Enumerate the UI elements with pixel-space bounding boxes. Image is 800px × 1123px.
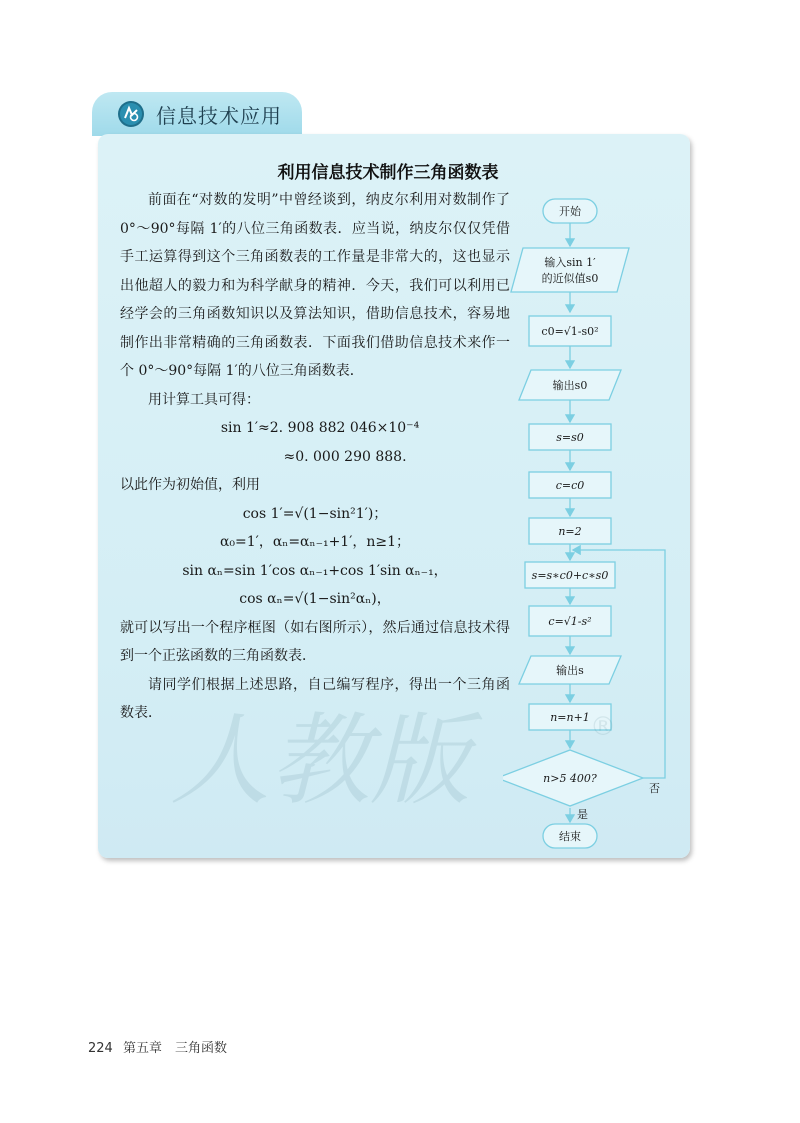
flow-end-text: 结束 xyxy=(559,830,581,843)
page-number: 224 xyxy=(88,1041,113,1056)
flow-yes-label: 是 xyxy=(577,808,588,821)
flow-c0-text: c0=√1-s0² xyxy=(541,325,599,338)
chapter-label: 第五章 三角函数 xyxy=(122,1041,227,1056)
flow-input-node xyxy=(511,248,629,292)
section-tab xyxy=(92,92,302,136)
page-footer xyxy=(88,1037,227,1056)
formula-alpha: α₀=1′，αₙ=αₙ₋₁+1′，n≥1； xyxy=(219,534,411,550)
info-tech-icon xyxy=(116,99,146,129)
svg-text:®: ® xyxy=(590,712,616,742)
article-body xyxy=(120,186,510,728)
formula-cos1: cos 1′=√(1−sin²1′)； xyxy=(242,505,388,522)
formula-sin-alpha: sin αₙ=sin 1′cos αₙ₋₁+cos 1′sin αₙ₋₁， xyxy=(182,562,448,579)
article-title: 利用信息技术制作三角函数表 xyxy=(277,163,499,183)
paragraph-initial: 以此作为初始值，利用 xyxy=(120,477,260,493)
formula-cos-alpha: cos αₙ=√(1−sin²αₙ)， xyxy=(239,591,391,607)
flow-output-s0-text: 输出s0 xyxy=(552,379,588,392)
flow-update-s-text: s=s∗c0+c∗s0 xyxy=(531,569,609,582)
flow-start-text: 开始 xyxy=(559,205,581,218)
flow-update-c-text: c=√1-s² xyxy=(548,615,592,628)
flow-increment-text: n=n+1 xyxy=(550,711,590,724)
publisher-watermark xyxy=(170,690,630,820)
formula-sin1-approx: ≈0. 000 290 888. xyxy=(283,448,407,465)
flow-output-s-text: 输出s xyxy=(556,664,584,677)
paragraph-compute: 用计算工具可得： xyxy=(148,391,260,408)
flow-s-text: s=s0 xyxy=(556,431,584,444)
section-tab-title: 信息技术应用 xyxy=(156,103,282,128)
paragraph-intro: 前面在“对数的发明”中曾经谈到，纳皮尔利用对数制作了 0°～90°每隔 1′的八位三角函数表．应当说，纳皮尔仅仅凭借手工运算得到这个三角函数表的工作量是非常大的，这也显示出他超人的毅力和为科学献身的精神．今天，我们可以利用已经学会的三角函数知识以及算法知识，借助信息技术，容易地制作出非常精确的三角函数表．下面我们借助信息技术来作一个 0°～90°每隔 1′的八位三角函数表． xyxy=(120,192,510,379)
flow-input-text-1: 输入sin 1′ xyxy=(544,256,596,269)
paragraph-flowchart: 就可以写出一个程序框图（如右图所示），然后通过信息技术得到一个正弦函数的三角函数表． xyxy=(120,619,510,664)
svg-text:人教版: 人教版 xyxy=(170,702,470,819)
paragraph-exercise: 请同学们根据上述思路，自己编写程序，得出一个三角函数表． xyxy=(120,676,510,721)
formula-sin1: sin 1′≈2. 908 882 046×10⁻⁴ xyxy=(220,420,420,436)
flow-c-text: c=c0 xyxy=(555,479,585,492)
flow-no-label: 否 xyxy=(649,782,660,795)
flow-input-text-2: 的近似值s0 xyxy=(541,272,599,285)
flow-decision-text: n>5 400? xyxy=(543,772,597,785)
flow-n-text: n=2 xyxy=(558,525,582,538)
